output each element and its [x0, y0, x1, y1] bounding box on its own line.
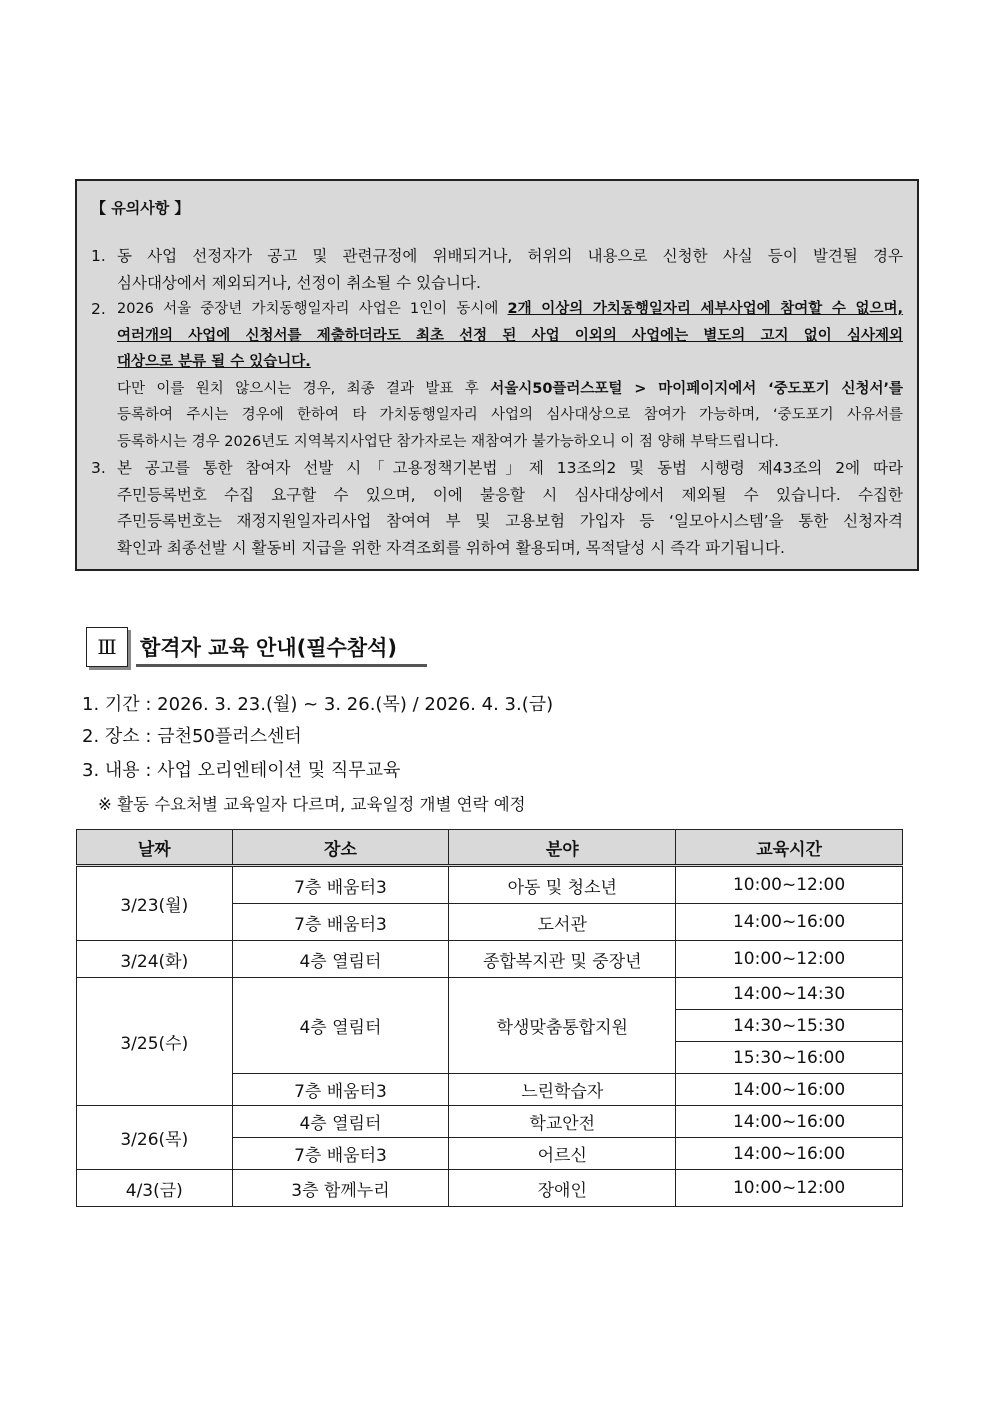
item-text: 등록하시는 경우 2026년도 지역복지사업단 참가자로는 재참여가 불가능하오니 이 점 양해 부탁드립니다.	[117, 433, 779, 450]
item-text: 확인과 최종선발 시 활동비 지급을 위한 자격조회를 위하여 활용되며, 목적달성 시 즉각 파기됩니다.	[117, 538, 785, 557]
table-row	[77, 1106, 903, 1138]
place-cell: 7층 배움터3	[232, 1138, 449, 1170]
table-header-row	[77, 830, 903, 866]
item-bold: 서울시50플러스포털 > 마이페이지에서 ‘중도포기 신청서’를	[490, 380, 903, 397]
place-cell: 3층 함께누리	[232, 1170, 449, 1207]
place-cell: 4층 열림터	[232, 941, 449, 978]
notice-list	[91, 243, 903, 561]
time-cell: 10:00~12:00	[676, 1170, 903, 1207]
header-date: 날짜	[77, 830, 233, 866]
time-cell: 10:00~12:00	[676, 941, 903, 978]
header-field: 분야	[449, 830, 676, 866]
field-cell: 아동 및 청소년	[449, 866, 676, 904]
item-text: 주민등록번호는 재정지원일자리사업 참여여 부 및 고용보험 가입자 등 ‘일모아시스템’을 통한 신청자격	[117, 512, 903, 530]
item-number: 3.	[91, 459, 106, 477]
field-cell: 어르신	[449, 1138, 676, 1170]
info-remark: ※ 활동 수요처별 교육일자 다르며, 교육일정 개별 연락 예정	[98, 795, 526, 814]
date-cell: 3/24(화)	[77, 941, 233, 978]
place-cell: 7층 배움터3	[232, 866, 449, 904]
header-time: 교육시간	[676, 830, 903, 866]
place-cell: 4층 열림터	[232, 1106, 449, 1138]
field-cell: 장애인	[449, 1170, 676, 1207]
date-cell: 4/3(금)	[77, 1170, 233, 1207]
time-cell: 14:00~14:30	[676, 978, 903, 1010]
item-emphasis: 2개 이상의 가치동행일자리 세부사업에 참여할 수 없으며,	[507, 301, 904, 317]
date-cell: 3/23(월)	[77, 866, 233, 941]
section-numeral: Ⅲ	[86, 627, 128, 667]
item-emphasis: 대상으로 분류 될 수 있습니다.	[117, 354, 311, 370]
table-row	[77, 941, 903, 978]
place-cell: 4층 열림터	[232, 978, 449, 1074]
info-content: 3. 내용 : 사업 오리엔테이션 및 직무교육	[82, 760, 401, 781]
header-place: 장소	[232, 830, 449, 866]
place-cell: 7층 배움터3	[232, 1074, 449, 1106]
section-heading	[86, 627, 427, 667]
notice-box	[75, 179, 919, 571]
schedule-table	[76, 829, 903, 1207]
field-cell: 학교안전	[449, 1106, 676, 1138]
item-emphasis: 여러개의 사업에 신청서를 제출하더라도 최초 선정 된 사업 이외의 사업에는 별도의 고지 없이 심사제외	[117, 327, 903, 344]
notice-item-2	[91, 296, 903, 455]
place-cell: 7층 배움터3	[232, 904, 449, 941]
item-text: 심사대상에서 제외되거나, 선정이 취소될 수 있습니다.	[117, 273, 481, 292]
item-text: 주민등록번호 수집 요구할 수 있으며, 이에 불응할 시 심사대상에서 제외될 수 있습니다. 수집한	[117, 485, 903, 504]
table-row	[77, 978, 903, 1010]
time-cell: 14:00~16:00	[676, 1138, 903, 1170]
notice-item-3	[91, 455, 903, 561]
info-period: 1. 기간 : 2026. 3. 23.(월) ~ 3. 26.(목) / 2026. 4. 3.(금)	[82, 694, 554, 715]
item-text: 다만 이를 원치 않으시는 경우, 최종 결과 발표 후	[117, 380, 491, 397]
field-cell: 느린학습자	[449, 1074, 676, 1106]
item-number: 1.	[91, 247, 106, 265]
time-cell: 15:30~16:00	[676, 1042, 903, 1074]
info-place: 2. 장소 : 금천50플러스센터	[82, 726, 302, 747]
section-title: 합격자 교육 안내(필수참석)	[136, 633, 427, 667]
time-cell: 14:00~16:00	[676, 904, 903, 941]
notice-item-1	[91, 243, 903, 296]
time-cell: 14:00~16:00	[676, 1106, 903, 1138]
item-text: 등록하여 주시는 경우에 한하여 타 가치동행일자리 사업의 심사대상으로 참여가 가능하며, ‘중도포기 사유서를	[117, 407, 903, 423]
field-cell: 도서관	[449, 904, 676, 941]
item-number: 2.	[91, 300, 106, 318]
item-text: 2026 서울 중장년 가치동행일자리 사업은 1인이 동시에	[117, 301, 508, 317]
notice-title: 【 유의사항 】	[91, 199, 190, 217]
item-text: 본 공고를 통한 참여자 선발 시「고용정책기본법」제 13조의2 및 동법 시행령 제43조의 2에 따라	[117, 459, 903, 477]
time-cell: 14:30~15:30	[676, 1010, 903, 1042]
time-cell: 10:00~12:00	[676, 866, 903, 904]
date-cell: 3/25(수)	[77, 978, 233, 1106]
table-row	[77, 1170, 903, 1207]
date-cell: 3/26(목)	[77, 1106, 233, 1170]
table-row	[77, 866, 903, 904]
item-text: 동 사업 선정자가 공고 및 관련규정에 위배되거나, 허위의 내용으로 신청한 사실 등이 발견될 경우	[117, 247, 903, 265]
field-cell: 종합복지관 및 중장년	[449, 941, 676, 978]
field-cell: 학생맞춤통합지원	[449, 978, 676, 1074]
time-cell: 14:00~16:00	[676, 1074, 903, 1106]
